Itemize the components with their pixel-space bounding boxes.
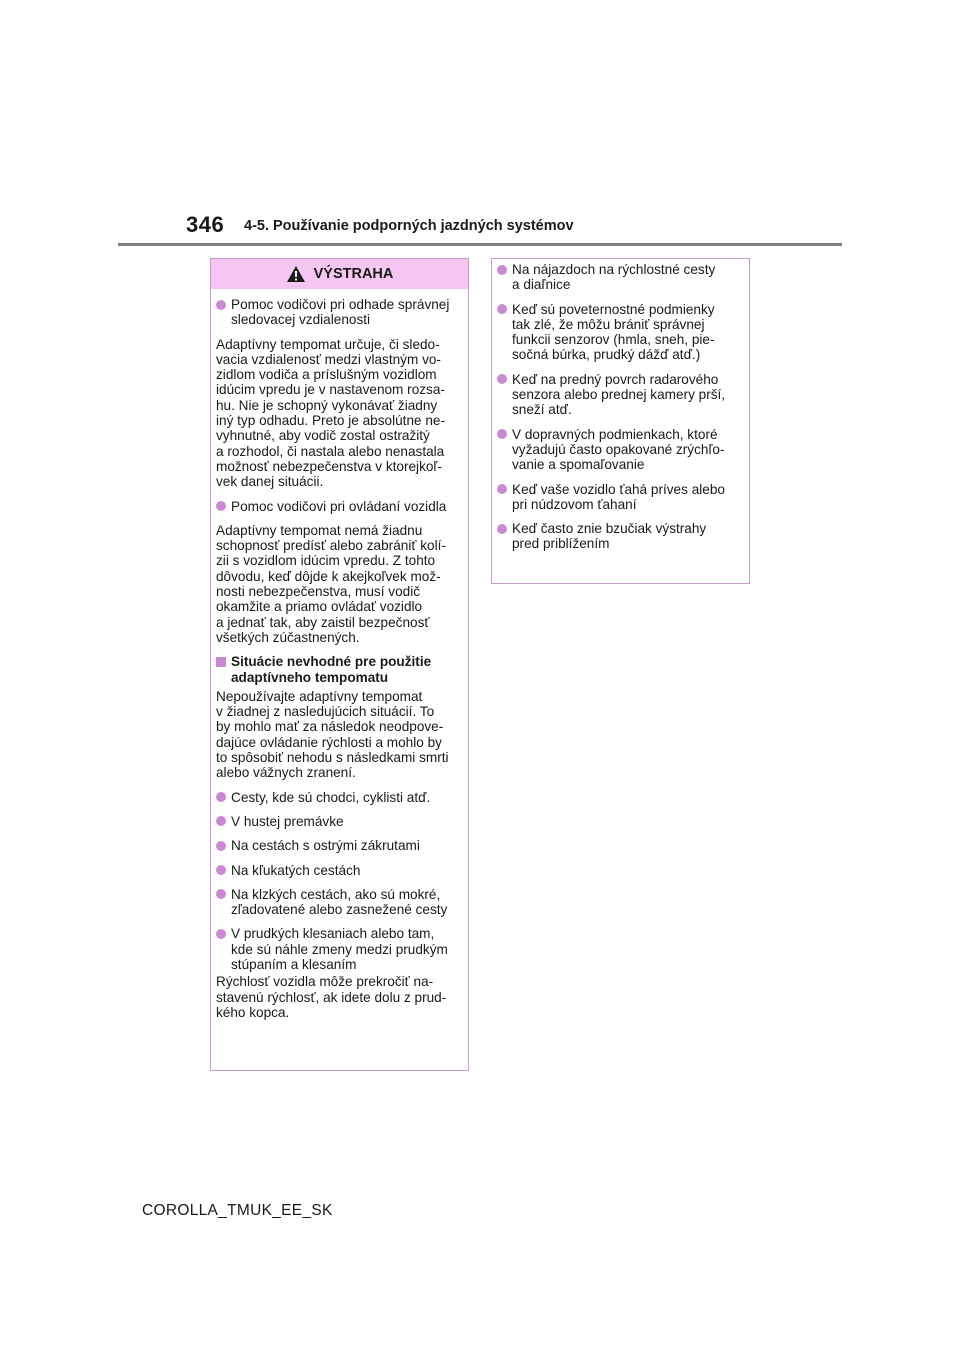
- bullet-dot-icon: [216, 792, 226, 802]
- bullet-item: [496, 262, 743, 293]
- bullet-dot-icon: [216, 501, 226, 511]
- bullet-dot-icon: [216, 841, 226, 851]
- bullet-dot-icon: [216, 865, 226, 875]
- text-line: zidlom vodiča a príslušným vozidlom: [216, 367, 437, 383]
- page-number: 346: [186, 212, 225, 237]
- text-line: sledovacej vzdialenosti: [231, 312, 371, 328]
- bullet-dot-icon: [497, 484, 507, 494]
- text-line: Keď sú poveternostné podmienky: [512, 301, 715, 317]
- text-line: dôvodu, keď dôjde k akejkoľvek mož-: [216, 568, 441, 584]
- paragraph: [216, 974, 462, 1020]
- text-line: a jednať tak, aby zaistil bezpečnosť: [216, 614, 430, 630]
- paragraph: [216, 689, 462, 781]
- bullet-item: [215, 297, 462, 328]
- bullet-dot-icon: [216, 929, 226, 939]
- header-rule: [118, 243, 842, 246]
- warning-content-left: [211, 289, 468, 1026]
- text-line: a rozhodol, či nastala alebo nenastala: [216, 443, 445, 459]
- text-line: dajúce ovládanie rýchlosti a mohlo by: [216, 734, 442, 750]
- bullet-item: [215, 863, 462, 878]
- text-line: pred priblížením: [512, 536, 610, 552]
- text-line: stavenú rýchlosť, ak idete dolu z prud-: [216, 989, 447, 1005]
- text-line: vacia vzdialenosť medzi vlastným vo-: [216, 351, 441, 367]
- bullet-item: [215, 926, 462, 972]
- text-line: idúcim vpredu je v nastavenom rozsa-: [216, 382, 445, 398]
- text-line: adaptívneho tempomatu: [231, 669, 389, 685]
- bullet-dot-icon: [497, 265, 507, 275]
- bullet-item: [496, 372, 743, 418]
- text-line: Na cestách s ostrými zákrutami: [231, 838, 420, 854]
- text-line: Pomoc vodičovi pri odhade správnej: [231, 297, 450, 312]
- text-line: Cesty, kde sú chodci, cyklisti atď.: [231, 789, 431, 805]
- bullet-item: [496, 482, 743, 513]
- text-line: nosti nebezpečenstva, musí vodič: [216, 584, 421, 600]
- text-line: vek danej situácii.: [216, 474, 324, 490]
- text-line: Pomoc vodičovi pri ovládaní vozidla: [231, 498, 447, 514]
- text-line: Rýchlosť vozidla môže prekročiť na-: [216, 974, 434, 990]
- warning-content-right: [492, 259, 749, 558]
- text-line: vanie a spomaľovanie: [512, 457, 645, 473]
- text-line: Adaptívny tempomat nemá žiadnu: [216, 522, 423, 538]
- bullet-item: [496, 427, 743, 473]
- text-line: Keď často znie bzučiak výstrahy: [512, 521, 707, 537]
- bullet-item: [496, 521, 743, 552]
- paragraph: [216, 523, 462, 645]
- text-line: by mohlo mať za následok neodpove-: [216, 719, 444, 735]
- text-line: vyžadujú často opakované zrýchľo-: [512, 441, 725, 457]
- warning-triangle-icon: [286, 265, 306, 283]
- text-line: zii s vozidlom idúcim vpredu. Z tohto: [216, 553, 436, 569]
- text-line: Nepoužívajte adaptívny tempomat: [216, 688, 423, 704]
- text-line: všetkých zúčastnených.: [216, 629, 360, 645]
- text-line: alebo vážnych zranení.: [216, 765, 356, 781]
- bullet-dot-icon: [497, 429, 507, 439]
- subheading: [215, 654, 462, 685]
- text-line: Keď vaše vozidlo ťahá príves alebo: [512, 481, 725, 497]
- text-line: v žiadnej z nasledujúcich situácií. To: [216, 704, 435, 720]
- text-line: Situácie nevhodné pre použitie: [231, 654, 432, 670]
- warning-header: [211, 259, 468, 289]
- text-line: Keď na predný povrch radarového: [512, 371, 719, 387]
- warning-title: VÝSTRAHA: [313, 266, 394, 282]
- text-line: okamžite a priamo ovládať vozidlo: [216, 599, 423, 615]
- text-line: kého kopca.: [216, 1004, 290, 1020]
- bullet-item: [215, 499, 462, 514]
- text-line: V dopravných podmienkach, ktoré: [512, 426, 718, 442]
- text-line: vyhnutné, aby vodič zostal ostražitý: [216, 428, 430, 444]
- text-line: Adaptívny tempomat určuje, či sledo-: [216, 336, 440, 352]
- text-line: sneží atď.: [512, 402, 572, 418]
- bullet-dot-icon: [497, 304, 507, 314]
- text-line: V hustej premávke: [231, 813, 344, 829]
- footer-doc-code: COROLLA_TMUK_EE_SK: [142, 1202, 333, 1219]
- text-line: V prudkých klesaniach alebo tam,: [231, 926, 435, 942]
- bullet-dot-icon: [216, 816, 226, 826]
- bullet-dot-icon: [216, 300, 226, 310]
- warning-box-left: [210, 258, 469, 1071]
- bullet-dot-icon: [216, 889, 226, 899]
- text-line: možnosť nebezpečenstva v ktorejkoľ-: [216, 458, 442, 474]
- text-line: Na nájazdoch na rýchlostné cesty: [512, 262, 716, 277]
- bullet-item: [215, 814, 462, 829]
- bullet-dot-icon: [497, 524, 507, 534]
- text-line: pri núdzovom ťahaní: [512, 496, 637, 512]
- text-line: to spôsobiť nehodu s následkami smrti: [216, 750, 449, 766]
- text-line: schopnosť predísť alebo zabrániť kolí-: [216, 538, 446, 554]
- bullet-item: [215, 790, 462, 805]
- bullet-item: [496, 302, 743, 363]
- text-line: Na kľukatých cestách: [231, 862, 361, 878]
- text-line: iný typ odhadu. Preto je absolútne ne-: [216, 413, 445, 429]
- section-title: 4-5. Používanie podporných jazdných systémov: [244, 218, 574, 234]
- text-line: zľadovatené alebo zasnežené cesty: [231, 902, 448, 918]
- text-line: Na klzkých cestách, ako sú mokré,: [231, 886, 441, 902]
- text-line: sočná búrka, prudký dážď atď.): [512, 347, 701, 363]
- square-bullet-icon: [216, 657, 226, 667]
- bullet-dot-icon: [497, 374, 507, 384]
- text-line: a diaľnice: [512, 277, 571, 293]
- text-line: tak zlé, že môžu brániť správnej: [512, 316, 705, 332]
- bullet-item: [215, 838, 462, 853]
- bullet-item: [215, 887, 462, 918]
- text-line: stúpaním a klesaním: [231, 956, 357, 972]
- text-line: hu. Nie je schopný vykonávať žiadny: [216, 397, 438, 413]
- warning-box-right: [491, 258, 750, 584]
- text-line: funkcii senzorov (hmla, sneh, pie-: [512, 332, 715, 348]
- text-line: kde sú náhle zmeny medzi prudkým: [231, 941, 448, 957]
- paragraph: [216, 337, 462, 490]
- text-line: senzora alebo prednej kamery prší,: [512, 387, 726, 403]
